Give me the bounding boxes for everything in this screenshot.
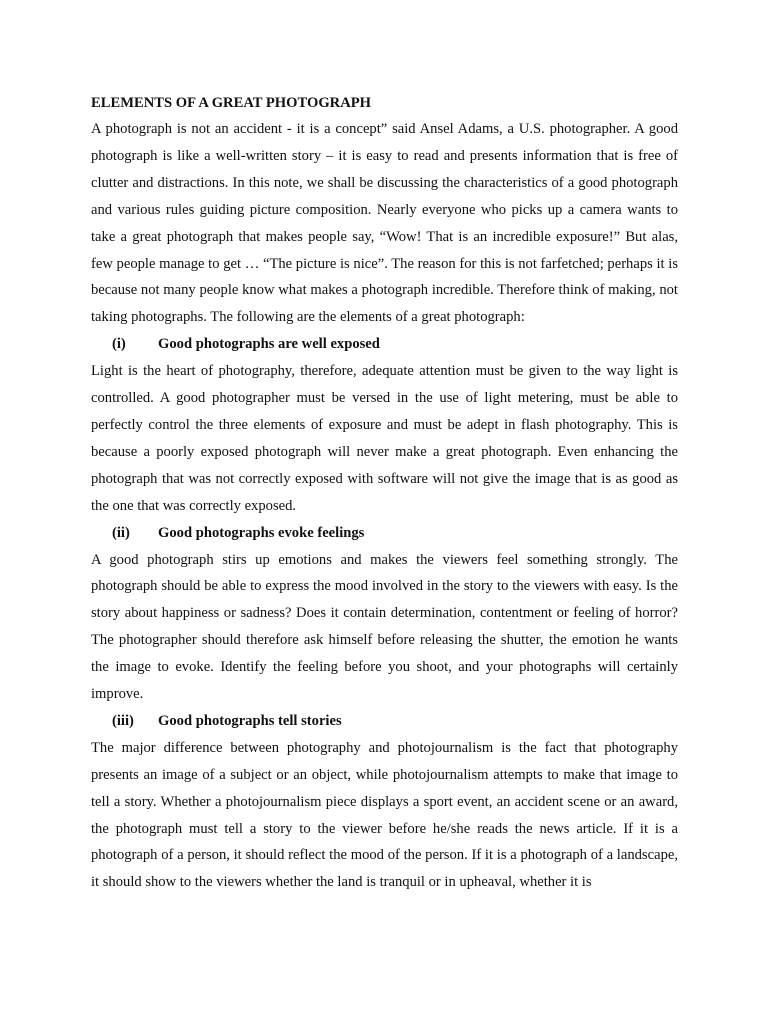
section-body-feelings: A good photograph stirs up emotions and makes the viewers feel something strongly. The photograph should be able to express the mood involved in the story to the viewers with easy. Is the story about happiness or sadness? Does it contain determination, contentment or feeling of horror? The photographer should therefore ask himself before releasing the shutter, the emotion he wants the image to evoke. Identify the feeling before you shoot, and your photographs will certainly improve. <box>91 551 678 703</box>
section-title: Good photographs tell stories <box>158 712 342 729</box>
section-body-stories: The major difference between photography and photojournalism is the fact that photography presents an image of a subject or an object, while photojournalism attempts to make that image to tell a story. Whether a photojournalism piece displays a sport event, an accident scene or an award, the photograph must tell a story to the viewer before he/she reads the news article. If it is a photograph of a person, it should reflect the mood of the person. If it is a photograph of a landscape, it should show to the viewers whether the land is tranquil or in upheaval, whether it is <box>91 739 678 891</box>
document-body <box>91 90 678 896</box>
document-title: ELEMENTS OF A GREAT PHOTOGRAPH <box>91 95 372 111</box>
intro-paragraph: A photograph is not an accident - it is a concept” said Ansel Adams, a U.S. photographer. A good photograph is like a well-written story – it is easy to read and presents information that is free of clutter and distractions. In this note, we shall be discussing the characteristics of a good photograph and various rules guiding picture composition. Nearly everyone who picks up a camera wants to take a great photograph that makes people say, “Wow! That is an incredible exposure!” But alas, few people manage to get … “The picture is nice”. The reason for this is not farfetched; perhaps it is because not many people know what makes a photograph incredible. Therefore think of making, not taking photographs. The following are the elements of a great photograph: <box>91 121 678 326</box>
section-heading-stories <box>91 708 678 735</box>
section-number: (i) <box>112 336 126 353</box>
section-body-exposure: Light is the heart of photography, therefore, adequate attention must be given to the way light is controlled. A good photographer must be versed in the use of light metering, must be able to perfectly control the three elements of exposure and must be adept in flash photography. This is because a poorly exposed photograph will never make a great photograph. Even enhancing the photograph that was not correctly exposed with software will not give the image that is as good as the one that was correctly exposed. <box>91 363 678 514</box>
section-number: (iii) <box>112 712 134 729</box>
section-heading-feelings <box>91 520 678 547</box>
section-title: Good photographs evoke feelings <box>158 524 365 541</box>
section-title: Good photographs are well exposed <box>158 336 380 353</box>
section-heading-exposure <box>91 331 678 358</box>
section-number: (ii) <box>112 524 130 541</box>
